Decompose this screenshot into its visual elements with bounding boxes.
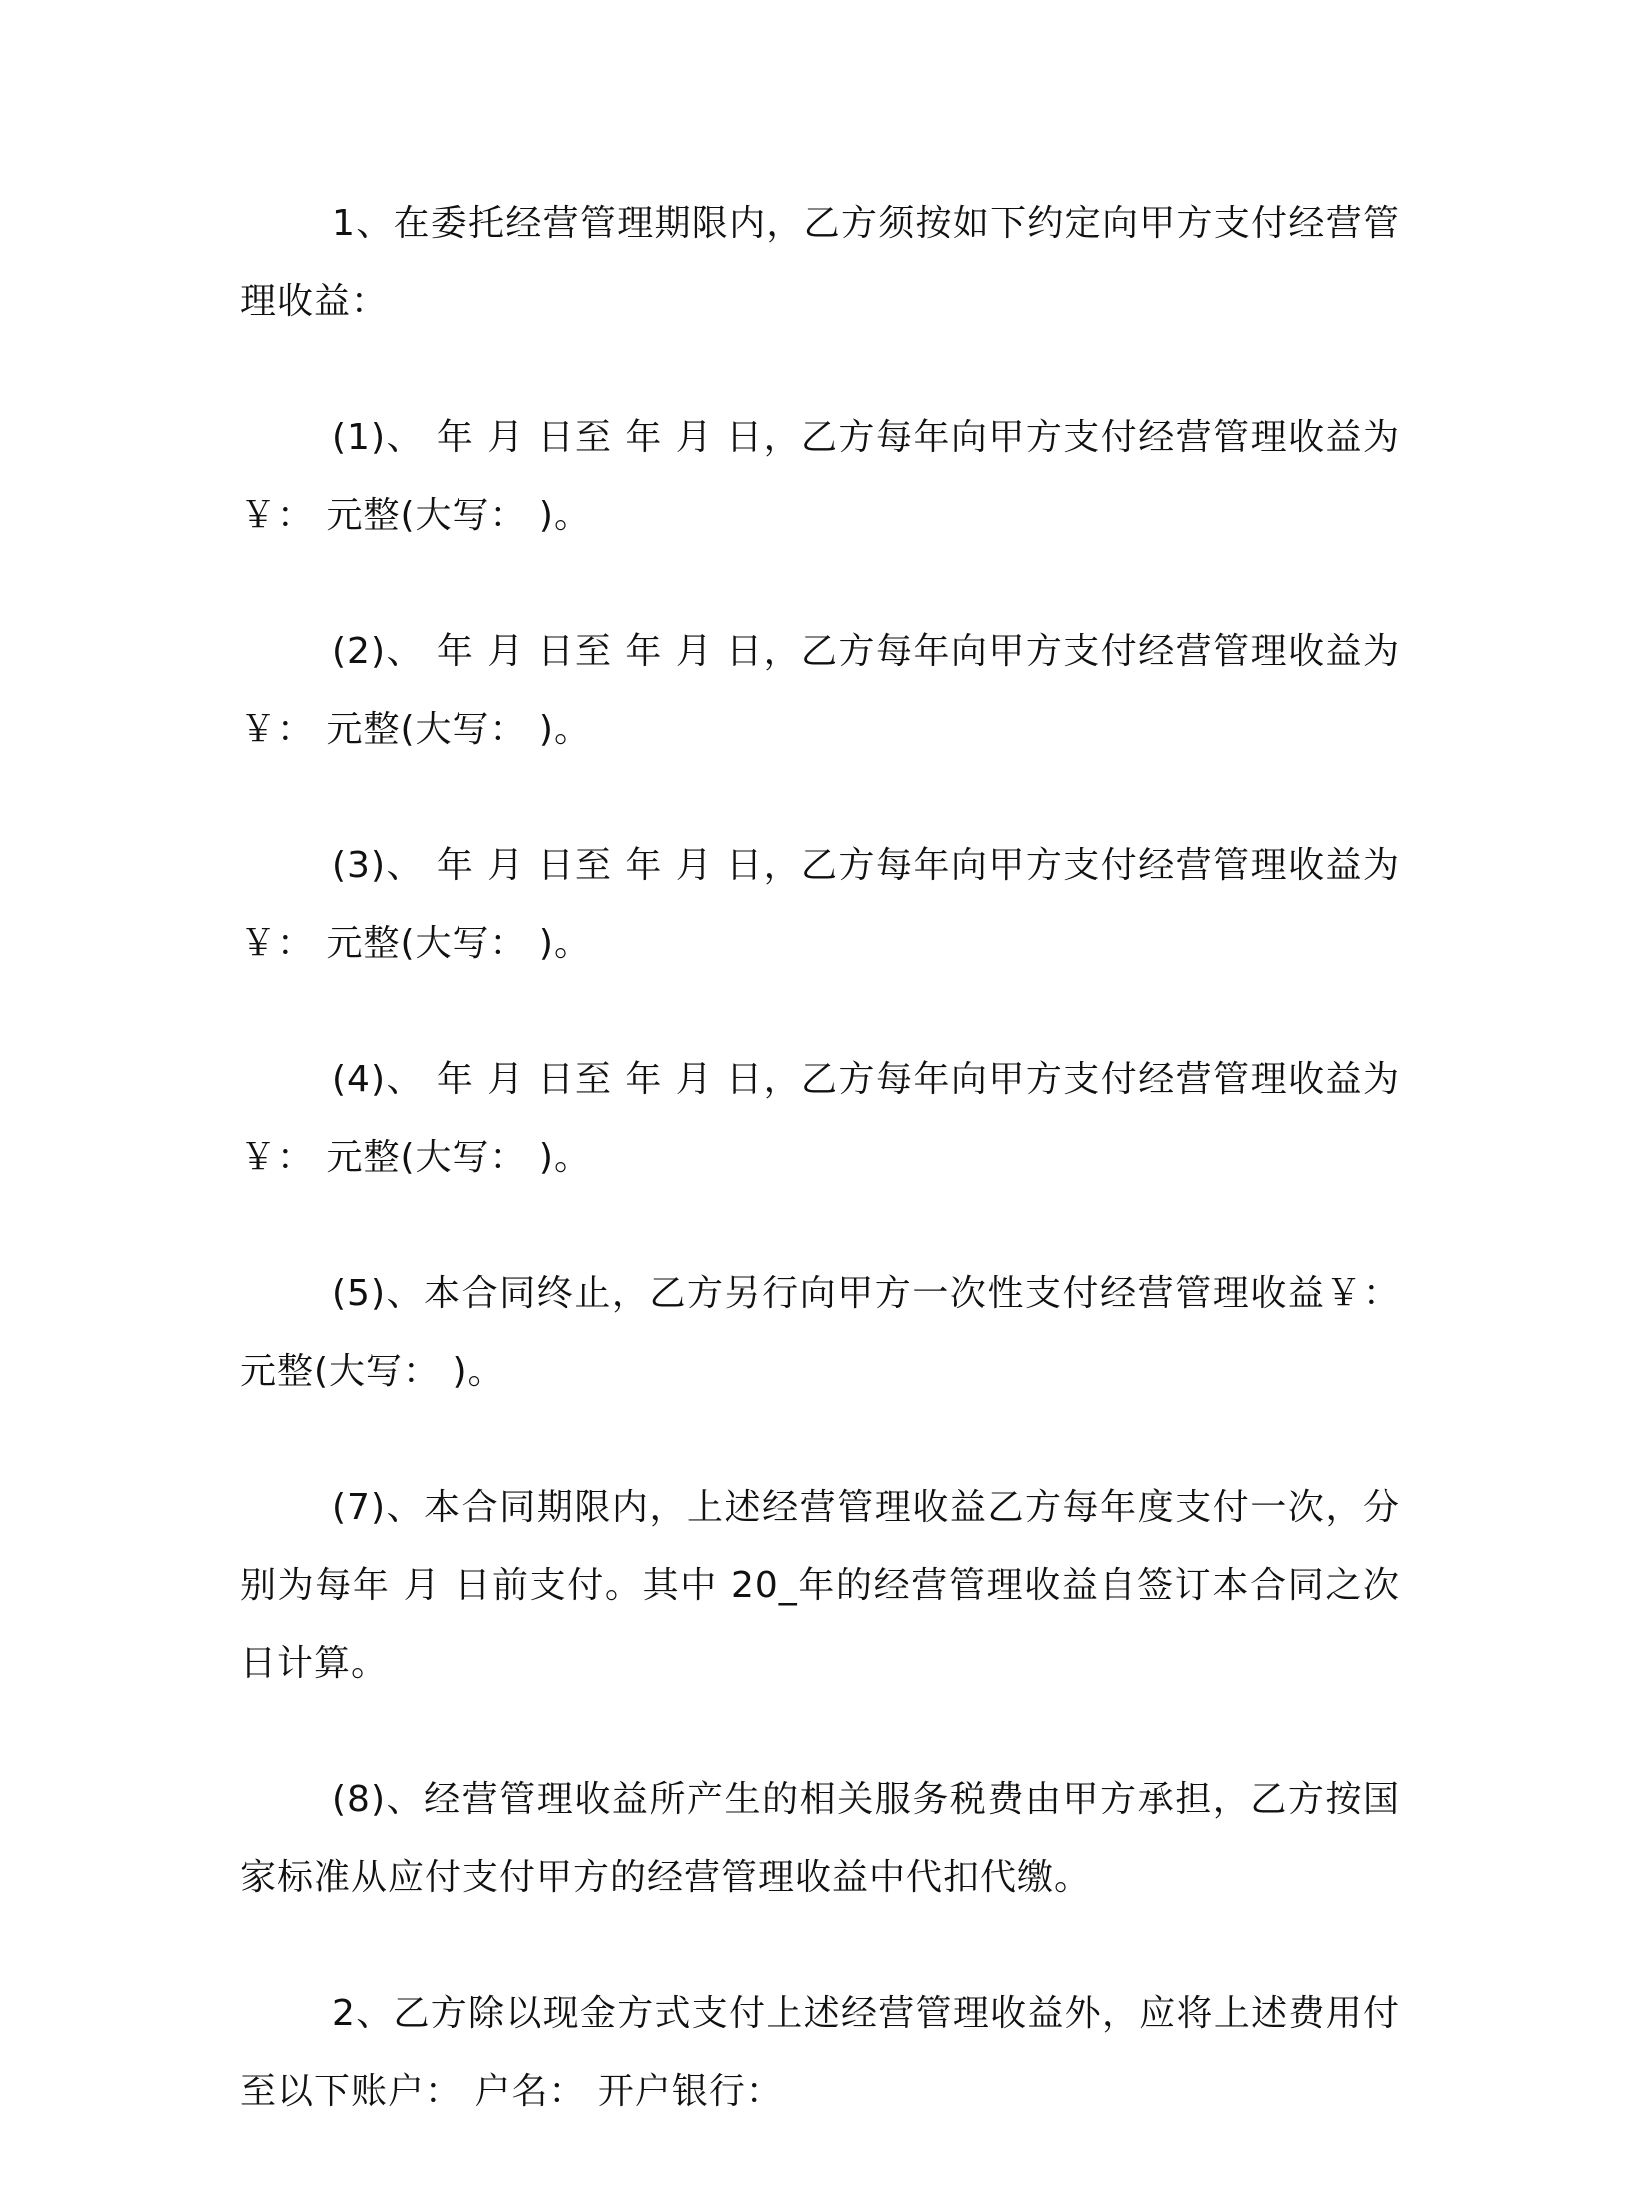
- clause-1-item-3: (3)、 年 月 日至 年 月 日，乙方每年向甲方支付经营管理收益为￥： 元整(大写： )。: [240, 845, 1400, 964]
- clause-1-intro: 1、在委托经营管理期限内，乙方须按如下约定向甲方支付经营管理收益：: [240, 203, 1400, 322]
- clause-1-item-8: (8)、经营管理收益所产生的相关服务税费由甲方承担，乙方按国家标准从应付支付甲方的经营管理收益中代扣代缴。: [240, 1779, 1400, 1898]
- clause-1-item-1: (1)、 年 月 日至 年 月 日，乙方每年向甲方支付经营管理收益为￥： 元整(大写： )。: [240, 417, 1400, 536]
- clause-1-item-4: (4)、 年 月 日至 年 月 日，乙方每年向甲方支付经营管理收益为￥： 元整(大写： )。: [240, 1059, 1400, 1178]
- clause-2: 2、乙方除以现金方式支付上述经营管理收益外，应将上述费用付至以下账户： 户名： 开户银行：: [240, 1993, 1400, 2112]
- document-body: [240, 185, 1400, 2189]
- clause-1-item-2: (2)、 年 月 日至 年 月 日，乙方每年向甲方支付经营管理收益为￥： 元整(大写： )。: [240, 631, 1400, 750]
- clause-1-item-7: (7)、本合同期限内，上述经营管理收益乙方每年度支付一次，分别为每年 月 日前支付。其中 20_年的经营管理收益自签订本合同之次日计算。: [240, 1487, 1400, 1684]
- clause-1-item-5: (5)、本合同终止，乙方另行向甲方一次性支付经营管理收益￥： 元整(大写： )。: [240, 1273, 1400, 1392]
